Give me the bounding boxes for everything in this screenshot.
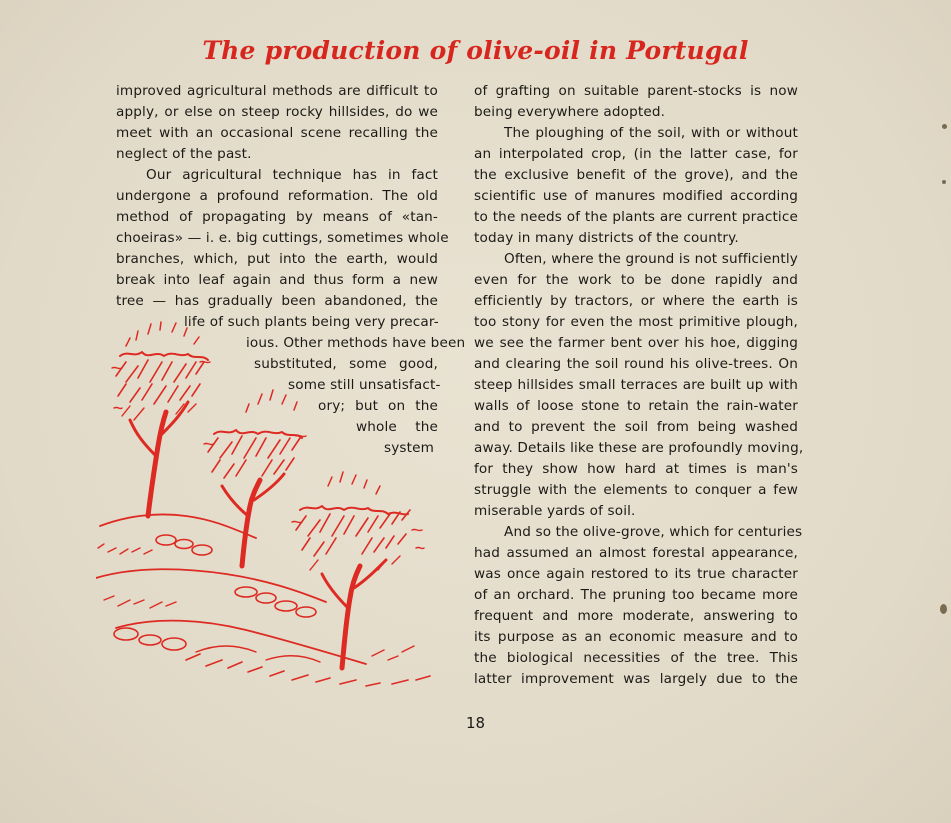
page-title: The production of olive-oil in Portugal [202, 36, 749, 65]
text-line: branches, which, put into the earth, would [116, 251, 438, 267]
olive-tree-2 [204, 390, 306, 566]
text-line: of grafting on suitable parent-stocks is now [474, 83, 798, 99]
text-line: ious. Other methods have been [246, 335, 466, 351]
text-line: substituted, some good, [254, 356, 438, 372]
text-line: tree — has gradually been abandoned, the [116, 293, 438, 309]
text-line: today in many districts of the country. [474, 230, 739, 246]
text-line: had assumed an almost forestal appearance, [474, 545, 798, 561]
text-line: neglect of the past. [116, 146, 252, 162]
text-line: Our agricultural technique has in fact [146, 167, 438, 183]
paper-blemish [942, 124, 947, 129]
text-line: even for the work to be done rapidly and [474, 272, 798, 288]
paper-blemish [940, 604, 947, 614]
text-line: whole the [356, 419, 438, 435]
text-line: being everywhere adopted. [474, 104, 666, 120]
text-line: we see the farmer bent over his hoe, digging [474, 335, 798, 351]
text-line: steep hillsides small terraces are built up with [474, 377, 798, 393]
text-line: walls of loose stone to retain the rain-water [474, 398, 798, 414]
page-number: 18 [465, 714, 486, 732]
text-line: Often, where the ground is not sufficiently [504, 251, 798, 267]
text-line: for they show how hard at times is man's [474, 461, 798, 477]
text-line: break into leaf again and thus form a new [116, 272, 438, 288]
olive-grove-illustration [96, 316, 466, 692]
text-line: and to prevent the soil from being washed [474, 419, 798, 435]
terrace-walls [96, 514, 430, 686]
text-line: latter improvement was largely due to the [474, 671, 798, 687]
text-line: frequent and more moderate, answering to [474, 608, 798, 624]
text-line: the exclusive benefit of the grove), and the [474, 167, 798, 183]
text-line: was once again restored to its true character [474, 566, 798, 582]
text-line: ory; but on the [318, 398, 438, 414]
text-line: scientific use of manures modified according [474, 188, 798, 204]
text-line: and clearing the soil round his olive-trees. On [474, 356, 798, 372]
text-line: to the needs of the plants are current practice [474, 209, 798, 225]
text-line: method of propagating by means of «tan- [116, 209, 438, 225]
text-line: away. Details like these are profoundly moving, [474, 440, 804, 456]
right-column [474, 81, 804, 690]
text-line: undergone a profound reformation. The old [116, 188, 438, 204]
text-line: its purpose as an economic measure and to [474, 629, 798, 645]
text-line: the biological necessities of the tree. This [474, 650, 798, 666]
text-line: life of such plants being very precar- [184, 314, 439, 330]
text-line: miserable yards of soil. [474, 503, 636, 519]
text-line: some still unsatisfact- [288, 377, 441, 393]
olive-tree-1 [112, 322, 210, 516]
text-line: system [384, 440, 435, 456]
text-line: choeiras» — i. e. big cuttings, sometimes whole [116, 230, 449, 246]
text-line: efficiently by tractors, or where the earth is [474, 293, 798, 309]
text-line: too stony for even the most primitive plough, [474, 314, 798, 330]
text-line: And so the olive-grove, which for centuries [504, 524, 803, 540]
text-line: an interpolated crop, (in the latter case, for [474, 146, 798, 162]
olive-tree-3 [292, 472, 424, 668]
text-line: improved agricultural methods are difficult to [116, 83, 438, 99]
paper-blemish [942, 180, 946, 184]
text-line: apply, or else on steep rocky hillsides, do we [116, 104, 438, 120]
text-line: struggle with the elements to conquer a few [474, 482, 798, 498]
text-line: meet with an occasional scene recalling the [116, 125, 438, 141]
text-line: of an orchard. The pruning too became more [474, 587, 798, 603]
text-line: The ploughing of the soil, with or without [504, 125, 798, 141]
